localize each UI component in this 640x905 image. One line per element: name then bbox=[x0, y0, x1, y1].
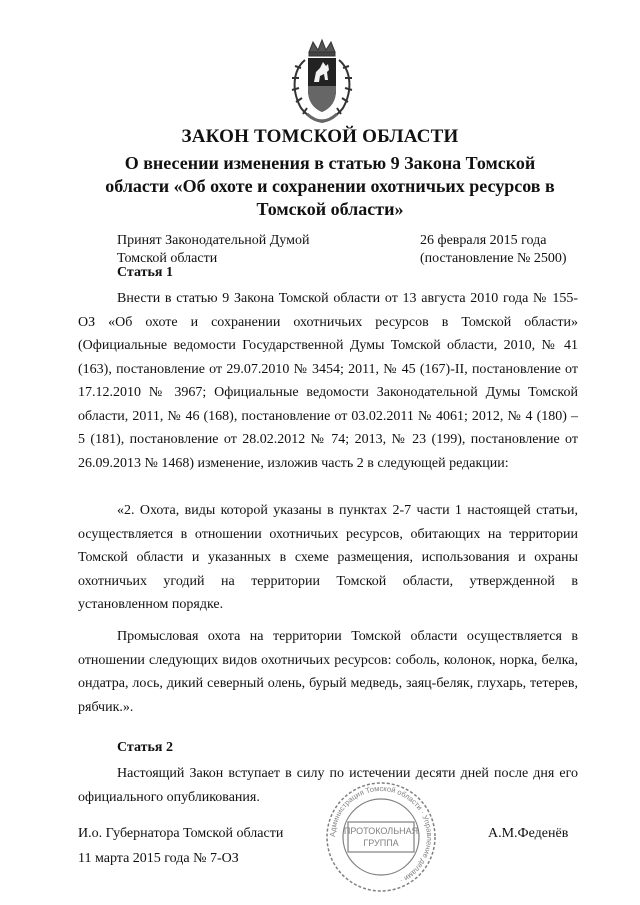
signatory-position: И.о. Губернатора Томской области bbox=[78, 826, 284, 841]
article-2-paragraph: Настоящий Закон вступает в силу по истечении десяти дней после дня его официального опубликования. bbox=[78, 766, 578, 805]
subtitle-line: О внесении изменения в статью 9 Закона Томской bbox=[124, 153, 536, 173]
article-1-heading: Статья 1 bbox=[117, 265, 173, 280]
article-1-paragraph-1: Внести в статью 9 Закона Томской области от 13 августа 2010 года № 155-ОЗ «Об охоте и сохранении охотничьих ресурсов в Томской области» (Официальные ведомости Государственной Думы Томской области, 2010, № 41 (163), постановление от 29.07.2010 № 3454; 2011, № 45 (167)-II, постановление от 17.12.2010 № 3967; Официальные ведомости Законодательной Думы Томской области, 2011, № 46 (168), постановление от 03.02.2011 № 4061; 2012, № 4 (180) – 5 (181), постановление от 28.02.2012 № 74; 2013, № 23 (199), постановление от 26.09.2013 № 1468) изменение, изложив часть 2 в следующей редакции: bbox=[78, 291, 578, 471]
law-date-number: 11 марта 2015 года № 7-ОЗ bbox=[78, 851, 239, 866]
adoption-date bbox=[420, 232, 567, 268]
article-1-paragraph-3: Промысловая охота на территории Томской области осуществляется в отношении следующих видов охотничьих ресурсов: соболь, колонок, норка, белка, ондатра, лось, дикий северный олень, бурый медведь, заяц-беляк, глухарь, тетерев, рябчик.». bbox=[78, 629, 578, 715]
official-stamp bbox=[318, 780, 444, 894]
adoption-body bbox=[117, 232, 309, 268]
stamp-line2: ГРУППА bbox=[363, 838, 399, 848]
law-subtitle bbox=[70, 152, 590, 221]
adoption-date-line1: 26 февраля 2015 года bbox=[420, 233, 547, 248]
subtitle-line: Томской области» bbox=[256, 199, 404, 219]
signatory-name: А.М.Феденёв bbox=[488, 826, 569, 841]
stamp-ring-text: Администрация Томской области · Управление делами · bbox=[327, 783, 435, 886]
adoption-body-line1: Принят Законодательной Думой bbox=[117, 233, 310, 248]
article-1-paragraph-2: «2. Охота, виды которой указаны в пунктах 2-7 части 1 настоящей статьи, осуществляется в отношении охотничьих ресурсов, обитающих на территории Томской области и указанных в схеме размещения, использования и охраны охотничьих угодий на территории Томской области, утвержденной в установленном порядке. bbox=[78, 503, 578, 612]
coat-of-arms-icon bbox=[287, 38, 357, 124]
subtitle-line: области «Об охоте и сохранении охотничьих ресурсов в bbox=[105, 176, 555, 196]
adoption-body-line2: Томской области bbox=[117, 251, 218, 266]
stamp-line1: ПРОТОКОЛЬНАЯ bbox=[343, 826, 419, 836]
article-2-heading: Статья 2 bbox=[117, 740, 173, 755]
law-title: ЗАКОН ТОМСКОЙ ОБЛАСТИ bbox=[181, 126, 459, 147]
adoption-resolution: (постановление № 2500) bbox=[420, 251, 567, 266]
